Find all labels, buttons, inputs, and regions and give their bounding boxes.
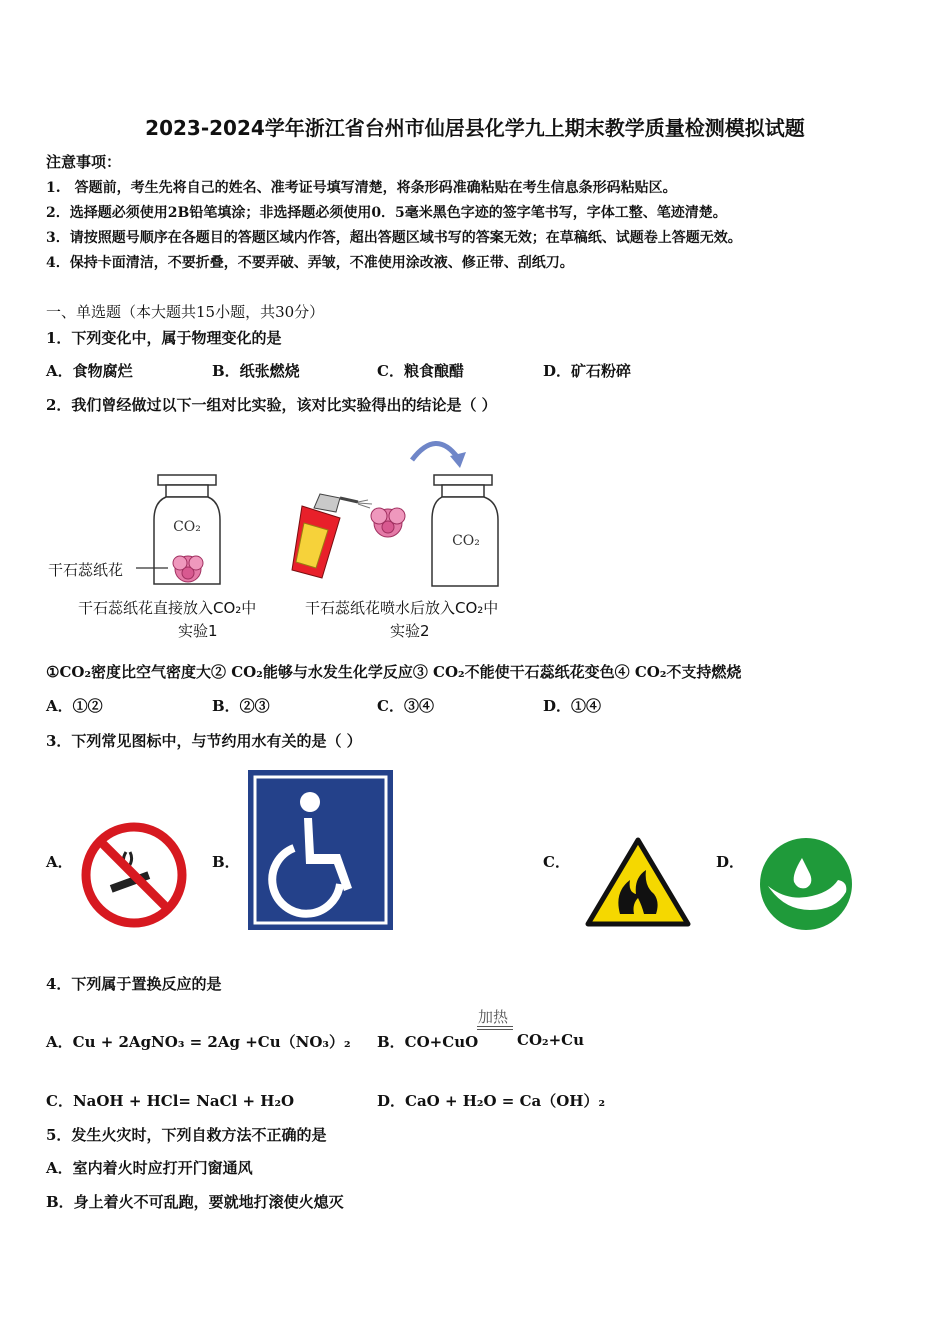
q4-option-d[interactable]: D．CaO + H₂O = Ca（OH）₂ <box>377 1092 606 1110</box>
caption-exp1: 干石蕊纸花直接放入CO₂中 <box>78 599 257 617</box>
notice-item-2: 2．选择题必须使用2B铅笔填涂；非选择题必须使用0．5毫米黑色字迹的签字笔书写，字体工整、笔迹清楚。 <box>46 205 727 221</box>
q2-statements: ①CO₂密度比空气密度大② CO₂能够与水发生化学反应③ CO₂不能使干石蕊纸花变色④ CO₂不支持燃烧 <box>46 663 742 681</box>
notice-item-3: 3．请按照题号顺序在各题目的答题区域内作答，超出答题区域书写的答案无效；在草稿纸、试题卷上答题无效。 <box>46 230 742 246</box>
water-saving-icon <box>758 836 854 932</box>
q3-stem: 3．下列常见图标中，与节约用水有关的是（ ） <box>46 732 362 750</box>
caption-exp2: 干石蕊纸花喷水后放入CO₂中 <box>305 599 499 617</box>
paper-flower-2 <box>371 508 405 537</box>
q5-option-a[interactable]: A．室内着火时应打开门窗通风 <box>46 1159 253 1177</box>
q4-option-b-left[interactable]: B．CO+CuO <box>377 1033 479 1051</box>
q4-option-a[interactable]: A．Cu + 2AgNO₃ = 2Ag +Cu（NO₃）₂ <box>46 1033 351 1051</box>
q2-option-c[interactable]: C．③④ <box>377 697 434 715</box>
q1-option-b[interactable]: B．纸张燃烧 <box>212 362 300 380</box>
q4-reaction-condition: 加热 <box>478 1008 509 1026</box>
notice-heading: 注意事项： <box>46 153 122 171</box>
section-heading: 一、单选题（本大题共15小题，共30分） <box>46 303 325 321</box>
q4-option-c[interactable]: C．NaOH + HCl= NaCl + H₂O <box>46 1092 295 1110</box>
page-title: 2023-2024学年浙江省台州市仙居县化学九上期末教学质量检测模拟试题 <box>145 116 805 140</box>
q3-option-c[interactable]: C． <box>543 853 570 871</box>
co2-bottle-2 <box>432 475 498 586</box>
q1-option-a[interactable]: A．食物腐烂 <box>46 362 133 380</box>
no-smoking-icon <box>80 822 188 928</box>
label-exp2: 实验2 <box>390 622 430 640</box>
q5-stem: 5．发生火灾时，下列自救方法不正确的是 <box>46 1126 327 1144</box>
svg-text:CO₂: CO₂ <box>452 533 480 549</box>
q2-stem: 2．我们曾经做过以下一组对比实验，该对比实验得出的结论是（ ） <box>46 396 497 414</box>
spray-bottle <box>292 494 372 578</box>
notice-item-4: 4．保持卡面清洁，不要折叠，不要弄破、弄皱，不准使用涂改液、修正带、刮纸刀。 <box>46 255 574 271</box>
q2-option-d[interactable]: D．①④ <box>543 697 602 715</box>
q4-option-b-right: CO₂+Cu <box>517 1031 584 1049</box>
label-exp1: 实验1 <box>178 622 218 640</box>
q4-stem: 4．下列属于置换反应的是 <box>46 975 222 993</box>
q1-option-d[interactable]: D．矿石粉碎 <box>543 362 632 380</box>
flower-label: 干石蕊纸花 <box>48 561 124 579</box>
q3-option-d[interactable]: D． <box>716 853 745 871</box>
wheelchair-icon <box>248 770 393 930</box>
q3-option-a[interactable]: A． <box>46 853 73 871</box>
notice-item-1: 1. 答题前，考生先将自己的姓名、准考证号填写清楚，将条形码准确粘贴在考生信息条形码粘贴区。 <box>46 180 677 196</box>
flammable-warning-icon <box>584 836 692 928</box>
curved-arrow-icon <box>412 443 466 468</box>
svg-text:CO₂: CO₂ <box>173 519 201 535</box>
q2-option-a[interactable]: A．①② <box>46 697 103 715</box>
q1-option-c[interactable]: C．粮食酿醋 <box>377 362 464 380</box>
q5-option-b[interactable]: B．身上着火不可乱跑，要就地打滚使火熄灭 <box>46 1193 344 1211</box>
reaction-equals-line <box>477 1026 513 1030</box>
q3-option-b[interactable]: B． <box>212 853 240 871</box>
q2-option-b[interactable]: B．②③ <box>212 697 270 715</box>
q1-stem: 1．下列变化中，属于物理变化的是 <box>46 329 282 347</box>
